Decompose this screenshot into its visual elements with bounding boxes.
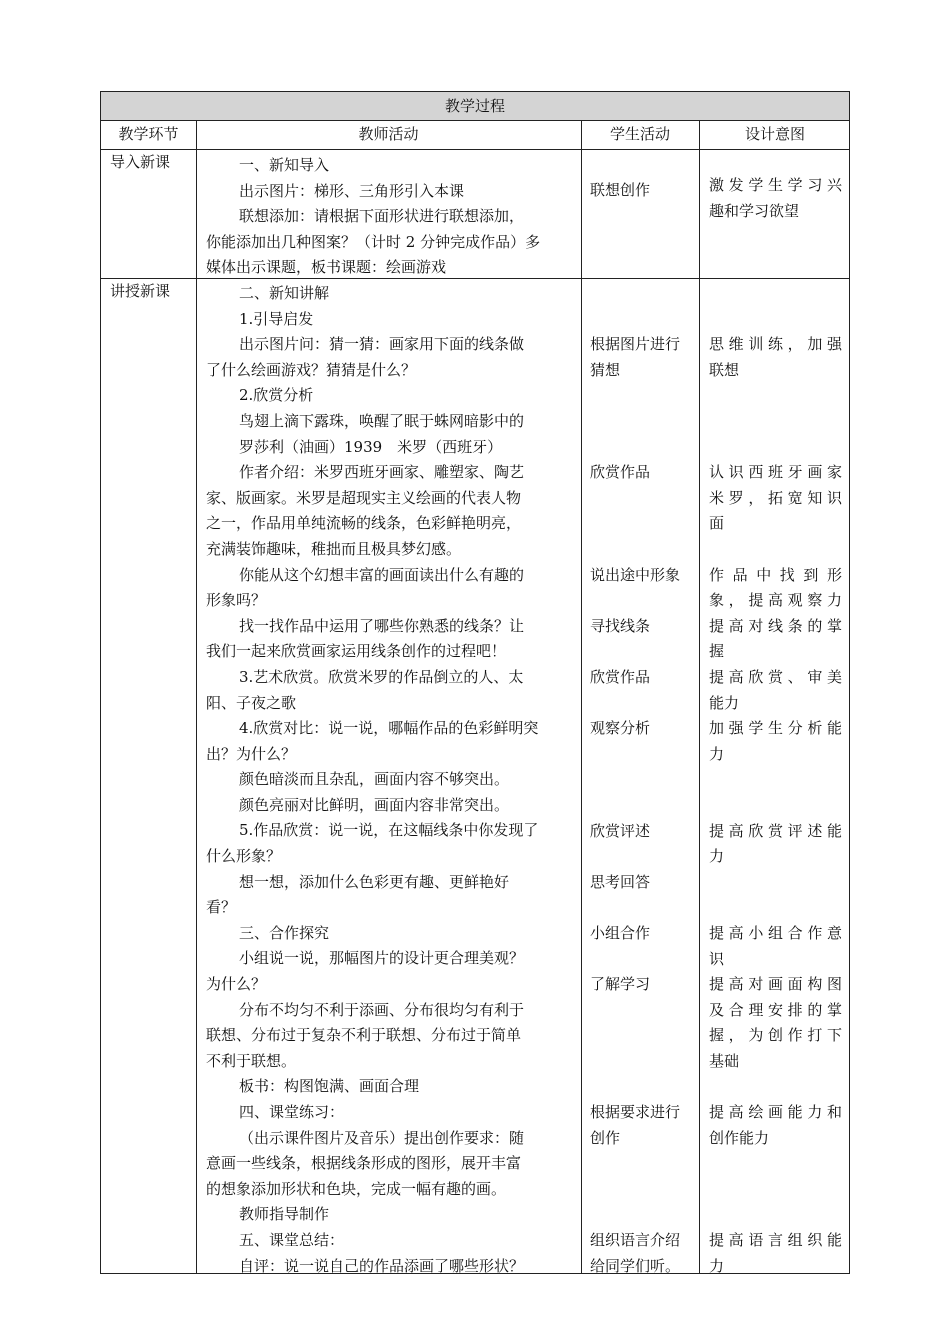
row2-student-item: 小组合作 [590, 924, 651, 942]
row2-teacher-line: 阳、子夜之歌 [206, 693, 297, 712]
row2-teacher-line: 自评：说一说自己的作品添画了哪些形状？ [239, 1256, 525, 1275]
row2-stage: 讲授新课 [110, 282, 171, 300]
row2-student-item: 给同学们听。 [590, 1256, 681, 1275]
row2-teacher-line: 充满装饰趣味，稚拙而且极具梦幻感。 [206, 539, 462, 558]
row2-teacher-line: 鸟翅上滴下露珠，唤醒了眠于蛛网暗影中的 [239, 411, 525, 430]
header-student: 学生活动 [609, 125, 670, 143]
row2-teacher-line: 你能从这个幻想丰富的画面读出什么有趣的 [239, 565, 525, 584]
row2-teacher-line: 1.引导启发 [239, 309, 314, 328]
row2-student-item: 欣赏作品 [590, 463, 651, 482]
row2-teacher-line: 的想象添加形状和色块，完成一幅有趣的画。 [206, 1179, 507, 1198]
row2-student-item: 组织语言介绍 [590, 1231, 681, 1250]
row2-student-item: 欣赏作品 [590, 668, 651, 686]
row2-student-item: 观察分析 [590, 719, 651, 738]
row2-design-item: 能力 [709, 693, 740, 712]
row2-teacher-line: 形象吗？ [206, 591, 267, 610]
row1-teacher-line: 你能添加出几种图案？（计时 2 分钟完成作品）多 [206, 232, 541, 251]
row2-teacher-line: 看？ [206, 898, 237, 917]
row2-teacher-line: 五、课堂总结： [239, 1230, 345, 1249]
row2-teacher-line: 颜色亮丽对比鲜明，画面内容非常突出。 [239, 795, 510, 814]
row2-design-item: 认识西班牙画家 [709, 463, 842, 482]
row2-design-item: 提高小组合作意 [709, 924, 842, 942]
row1-teacher-line: 出示图片：梯形、三角形引入本课 [239, 181, 465, 200]
header-teacher: 教师活动 [358, 125, 419, 143]
row2-teacher-line: 分布不均匀不利于添画、分布很均匀有利于 [239, 1000, 525, 1019]
row2-student-item: 创作 [590, 1128, 621, 1147]
row1-teacher-line: 媒体出示课题，板书课题：绘画游戏 [206, 258, 447, 277]
teaching-process-table [100, 91, 850, 1274]
divider [699, 120, 700, 1273]
row1-design-line: 激发学生学习兴 [709, 176, 842, 194]
row2-design-item: 米罗，拓宽知识 [709, 488, 842, 507]
row2-teacher-line: 罗莎利（油画）1939 米罗（西班牙） [239, 437, 503, 456]
row2-teacher-line: （出示课件图片及音乐）提出创作要求：随 [239, 1128, 525, 1147]
row2-design-item: 基础 [709, 1052, 740, 1070]
row2-teacher-line: 为什么？ [206, 975, 267, 994]
row2-design-item: 握，为创作打下 [709, 1026, 842, 1045]
row1-teacher-line: 一、新知导入 [239, 156, 330, 174]
row2-design-item: 力 [709, 847, 725, 866]
row1-student: 联想创作 [590, 181, 651, 199]
row2-design-item: 加强学生分析能 [709, 719, 842, 738]
row2-design-item: 作品中找到形 [709, 565, 842, 584]
row2-teacher-line: 不利于联想。 [206, 1051, 297, 1070]
row2-teacher-line: 2.欣赏分析 [239, 386, 314, 405]
row1-design [709, 173, 842, 224]
row2-design-item: 提高欣赏评述能 [709, 821, 842, 840]
row2-design-item: 及合理安排的掌 [709, 1000, 842, 1019]
row2-teacher-line: 3.艺术欣赏。欣赏米罗的作品倒立的人、太 [239, 667, 524, 686]
row2-teacher-line: 联想、分布过于复杂不利于联想、分布过于简单 [206, 1026, 522, 1045]
divider [196, 120, 197, 1273]
row2-teacher-line: 作者介绍：米罗西班牙画家、雕塑家、陶艺 [239, 463, 525, 482]
row1-stage: 导入新课 [110, 153, 171, 171]
row2-design-item: 象，提高观察力 [709, 591, 842, 610]
row2-design-item: 提高对画面构图 [709, 975, 842, 994]
row2-teacher-line: 小组说一说，那幅图片的设计更合理美观？ [239, 949, 525, 968]
row2-design-item: 提高绘画能力和 [709, 1103, 842, 1122]
row2-teacher-line: 出示图片问：猜一猜：画家用下面的线条做 [239, 335, 525, 354]
header-design: 设计意图 [744, 125, 805, 143]
row2-teacher-line: 我们一起来欣赏画家运用线条创作的过程吧！ [206, 642, 507, 661]
row2-teacher [206, 281, 572, 1279]
row2-teacher-line: 教师指导制作 [239, 1205, 330, 1224]
row2-teacher-line: 意画一些线条，根据线条形成的图形，展开丰富 [206, 1154, 522, 1173]
row2-teacher-line: 5.作品欣赏：说一说，在这幅线条中你发现了 [239, 821, 539, 840]
row2-teacher-line: 四、课堂练习： [239, 1103, 345, 1121]
row2-student-item: 寻找线条 [590, 616, 651, 635]
row2-student-item: 猜想 [590, 360, 621, 379]
row2-student-item: 根据图片进行 [590, 335, 681, 354]
row2-design-item: 力 [709, 744, 725, 763]
row2-design-item: 提高语言组织能 [709, 1231, 842, 1250]
row2-design-item: 面 [709, 514, 725, 533]
row2-design-item: 提高欣赏、审美 [709, 668, 842, 686]
row1-teacher-line: 联想添加：请根据下面形状进行联想添加， [239, 207, 525, 226]
row2-design-item: 力 [709, 1256, 725, 1275]
row2-design-item: 联想 [709, 360, 740, 379]
table-title: 教学过程 [444, 97, 505, 115]
row1-design-line: 趣和学习欲望 [709, 201, 800, 220]
row2-teacher-line: 想一想，添加什么色彩更有趣、更鲜艳好 [239, 872, 510, 891]
row1-teacher [206, 153, 572, 281]
row2-student-item: 说出途中形象 [590, 565, 681, 584]
row2-teacher-line: 4.欣赏对比：说一说，哪幅作品的色彩鲜明突 [239, 719, 539, 738]
divider [581, 120, 582, 1273]
row2-teacher-line: 找一找作品中运用了哪些你熟悉的线条？让 [239, 616, 525, 635]
row2-design-item: 握 [709, 642, 725, 661]
row2-student-item: 了解学习 [590, 975, 651, 994]
row2-teacher-line: 颜色暗淡而且杂乱，画面内容不够突出。 [239, 770, 510, 789]
row2-teacher-line: 三、合作探究 [239, 923, 330, 942]
divider [101, 149, 849, 150]
row2-teacher-line: 什么形象？ [206, 847, 282, 866]
row2-teacher-line: 之一，作品用单纯流畅的线条，色彩鲜艳明亮， [206, 514, 522, 533]
row2-teacher-line: 家、版画家。米罗是超现实主义绘画的代表人物 [206, 488, 522, 507]
row2-teacher-line: 了什么绘画游戏？猜猜是什么？ [206, 360, 417, 379]
row2-design-item: 思维训练，加强 [709, 335, 842, 354]
row2-teacher-line: 二、新知讲解 [239, 284, 330, 302]
row2-student-item: 思考回答 [590, 872, 651, 891]
row2-student-item: 欣赏评述 [590, 821, 651, 840]
header-stage: 教学环节 [118, 125, 179, 143]
row2-teacher-line: 出？为什么？ [206, 744, 297, 763]
row2-student-item: 根据要求进行 [590, 1103, 681, 1122]
row2-teacher-line: 板书：构图饱满、画面合理 [239, 1077, 420, 1096]
row2-design-item: 识 [709, 949, 725, 968]
row2-design-item: 创作能力 [709, 1128, 770, 1147]
row2-design-item: 提高对线条的掌 [709, 616, 842, 635]
